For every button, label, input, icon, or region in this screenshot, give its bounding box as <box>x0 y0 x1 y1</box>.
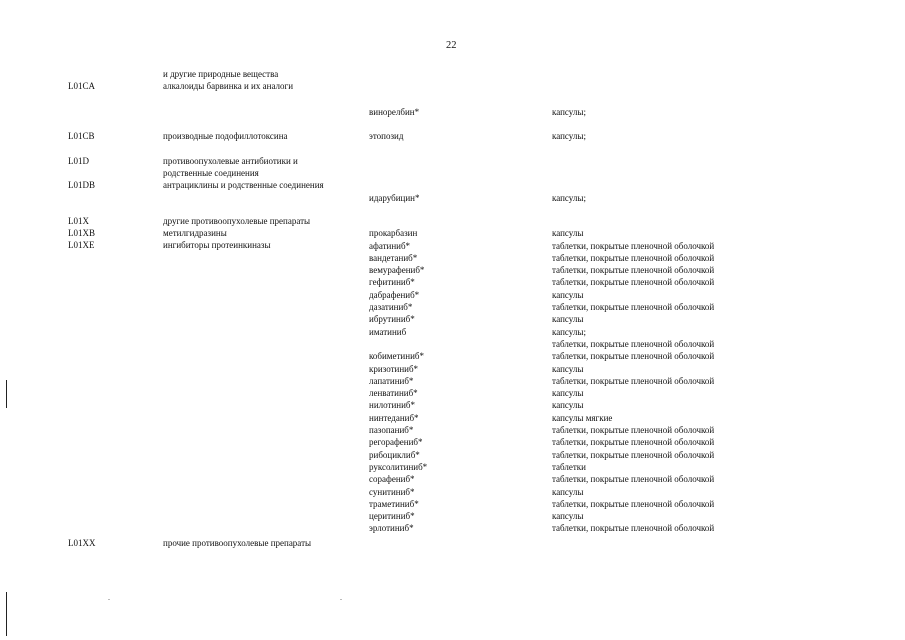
drug-name: рибоциклиб* <box>369 449 420 460</box>
atc-code-l01d: L01D <box>68 156 89 166</box>
drug-name: нинтеданиб* <box>369 412 419 423</box>
dosage-form: таблетки, покрытые пленочной оболочкой <box>552 437 715 448</box>
dosage-form: капсулы <box>552 314 584 325</box>
atc-code-l01ca: L01CA <box>68 81 95 91</box>
dosage-form: таблетки, покрытые пленочной оболочкой <box>552 277 715 288</box>
drug-name: траметиниб* <box>369 498 419 509</box>
form-vinorelbin: капсулы; <box>552 107 586 117</box>
dosage-form: капсулы <box>552 289 584 300</box>
drug-name: дазатиниб* <box>369 302 413 312</box>
drug-name: сорафениб* <box>369 474 415 485</box>
drug-name: ибрутиниб* <box>369 314 415 325</box>
dosage-form: капсулы <box>552 511 584 522</box>
group-l01x: другие противоопухолевые препараты <box>163 216 311 226</box>
drug-name: прокарбазин <box>369 228 418 238</box>
atc-code-l01x: L01X <box>68 216 89 226</box>
drug-name: сунитиниб* <box>369 486 415 497</box>
drug-name: эрлотиниб* <box>369 523 414 534</box>
dosage-form: капсулы <box>552 400 584 411</box>
group-l01cb: производные подофиллотоксина <box>163 131 288 141</box>
dosage-form: таблетки <box>552 461 587 472</box>
drug-name: церитиниб* <box>369 511 415 522</box>
dosage-form: капсулы <box>552 228 584 238</box>
atc-code-l01xx: L01XX <box>68 538 96 548</box>
drug-name: вемурафениб* <box>369 265 425 276</box>
page-number: 22 <box>446 40 457 51</box>
group-l01d-line1: противоопухолевые антибиотики и <box>163 156 298 166</box>
dosage-form: капсулы мягкие <box>552 412 613 423</box>
drug-name: регорафениб* <box>369 437 423 448</box>
scan-speck <box>340 599 342 600</box>
scan-speck <box>108 599 110 600</box>
drug-vinorelbin: винорелбин* <box>369 107 420 117</box>
drug-idarubicin: идарубицин* <box>369 193 420 203</box>
group-l01xb: метилгидразины <box>163 228 227 238</box>
dosage-form: капсулы <box>552 486 584 497</box>
dosage-form: таблетки, покрытые пленочной оболочкой <box>552 252 715 263</box>
drug-name: кризотиниб* <box>369 363 419 374</box>
atc-code-l01xb: L01XB <box>68 228 95 238</box>
dosage-form: таблетки, покрытые пленочной оболочкой <box>552 240 715 251</box>
dosage-form: таблетки, покрытые пленочной оболочкой <box>552 498 715 509</box>
drug-name: пазопаниб* <box>369 425 414 435</box>
dosage-form: таблетки, покрытые пленочной оболочкой <box>552 265 715 276</box>
dosage-form: капсулы <box>552 388 584 399</box>
drug-name: кобиметиниб* <box>369 351 424 362</box>
dosage-form: капсулы <box>552 363 584 374</box>
dosage-form: таблетки, покрытые пленочной оболочкой <box>552 351 715 362</box>
form-idarubicin: капсулы; <box>552 193 586 203</box>
atc-code-l01db: L01DB <box>68 180 95 190</box>
dosage-form: таблетки, покрытые пленочной оболочкой <box>552 375 715 386</box>
dosage-form: капсулы; <box>552 326 586 337</box>
dosage-form: таблетки, покрытые пленочной оболочкой <box>552 302 715 312</box>
drug-name: дабрафениб* <box>369 289 420 300</box>
dosage-form: таблетки, покрытые пленочной оболочкой <box>552 474 715 485</box>
drug-name: лапатиниб* <box>369 375 414 386</box>
group-l01ca: алкалоиды барвинка и их аналоги <box>163 81 294 91</box>
group-l01c-continuation: и другие природные вещества <box>163 69 279 79</box>
dosage-form: таблетки, покрытые пленочной оболочкой <box>552 338 715 349</box>
drug-name: руксолитиниб* <box>369 461 428 472</box>
drug-name: ленватиниб* <box>369 388 418 399</box>
dosage-form: таблетки, покрытые пленочной оболочкой <box>552 523 715 534</box>
form-etoposid: капсулы; <box>552 131 586 141</box>
group-l01xx: прочие противоопухолевые препараты <box>163 538 312 548</box>
dosage-form: таблетки, покрытые пленочной оболочкой <box>552 449 715 460</box>
atc-code-l01cb: L01CB <box>68 131 95 141</box>
dosage-form: таблетки, покрытые пленочной оболочкой <box>552 425 715 435</box>
atc-code-l01xe: L01XE <box>68 240 95 250</box>
drug-name: вандетаниб* <box>369 252 418 263</box>
scan-edge-mark <box>6 592 7 636</box>
scan-edge-mark <box>6 380 7 408</box>
drug-name: нилотиниб* <box>369 400 415 411</box>
drug-name: гефитиниб* <box>369 277 415 288</box>
group-l01db: антрациклины и родственные соединения <box>163 180 324 190</box>
drug-etoposid: этопозид <box>369 131 404 141</box>
drug-name: иматиниб <box>369 326 407 337</box>
drug-name: афатиниб* <box>369 240 411 251</box>
group-l01xe: ингибиторы протеинкиназы <box>163 240 271 250</box>
group-l01d-line2: родственные соединения <box>163 168 259 178</box>
